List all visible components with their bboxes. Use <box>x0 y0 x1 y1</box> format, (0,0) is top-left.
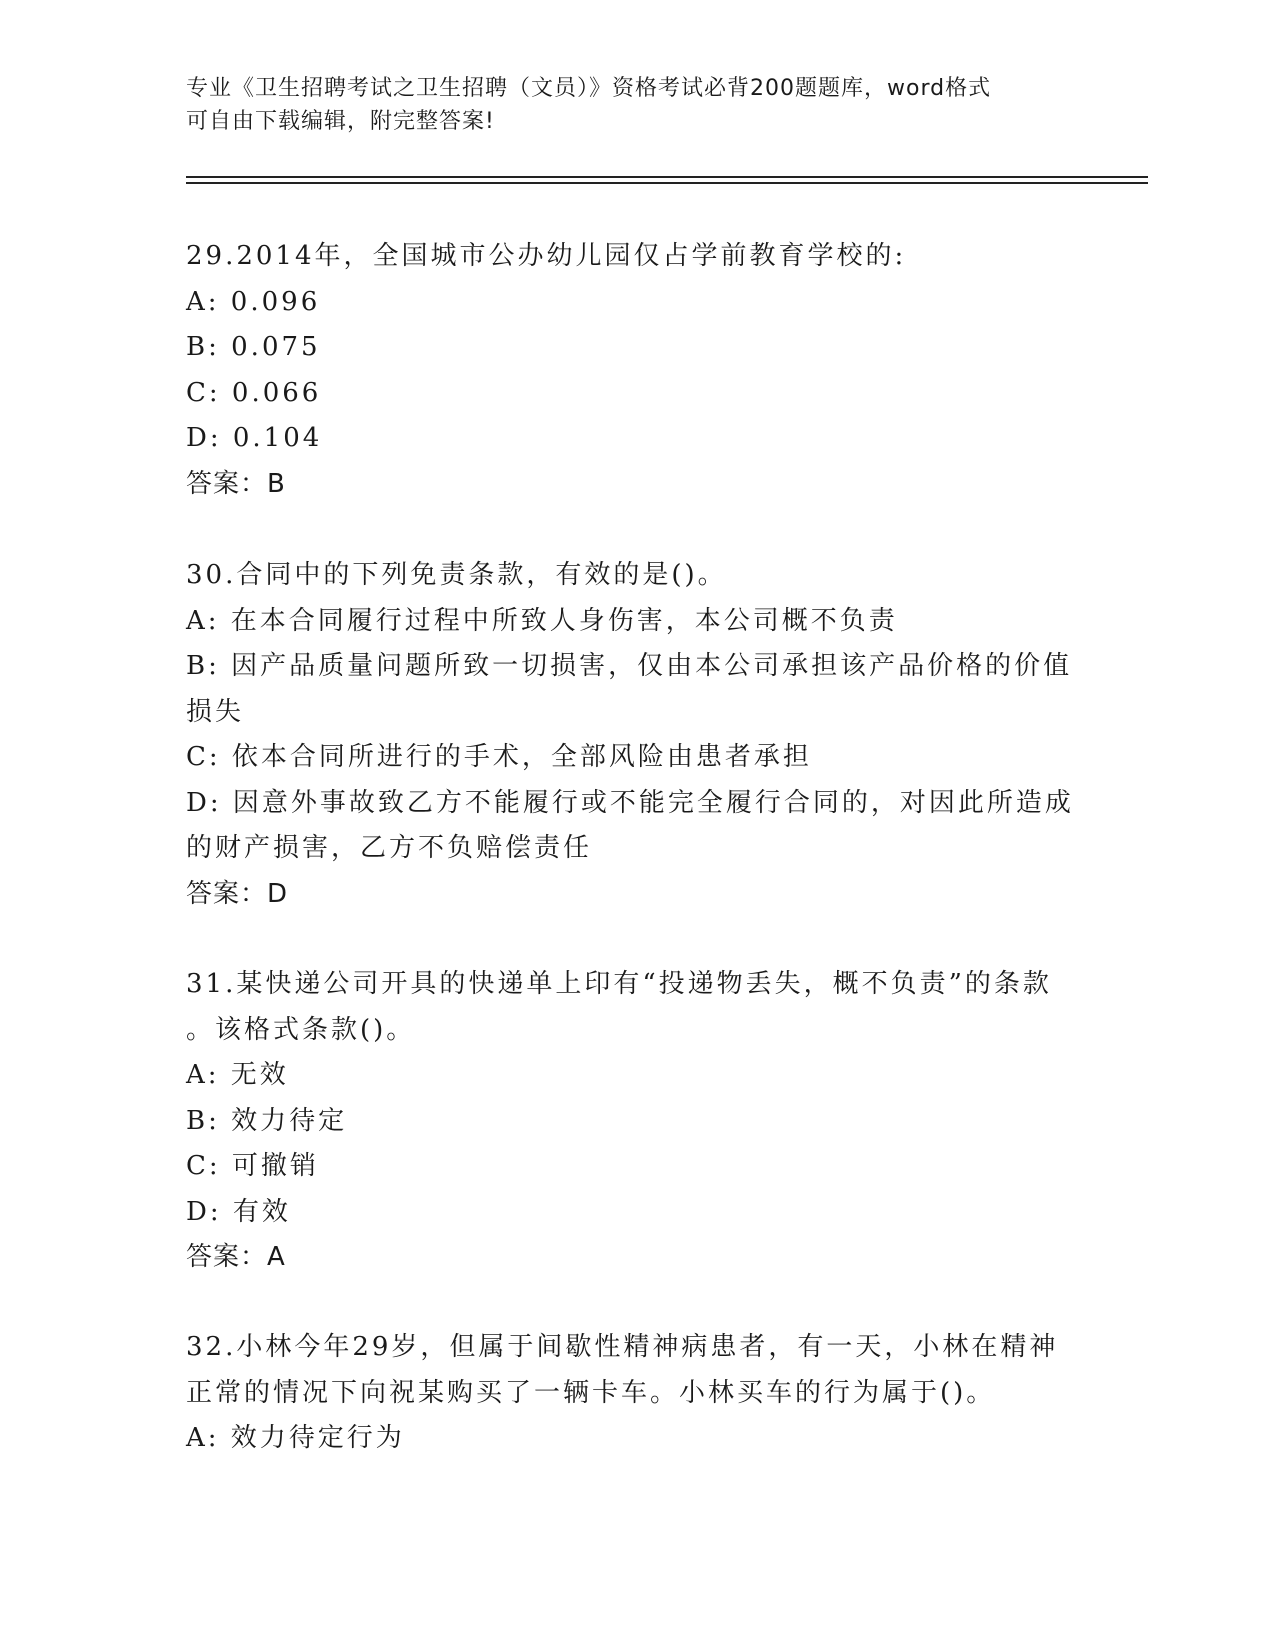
question-stem-continued: 正常的情况下向祝某购买了一辆卡车。小林买车的行为属于()。 <box>186 1377 996 1408</box>
option-a: A: 效力待定行为 <box>186 1423 405 1453</box>
question-stem-continued: 。该格式条款()。 <box>186 1014 416 1045</box>
header-rule-top <box>186 176 1148 178</box>
option-b: B: 因产品质量问题所致一切损害，仅由本公司承担该产品价格的价值 <box>186 651 1073 681</box>
option-a: A: 无效 <box>186 1060 289 1090</box>
option-d: D: 因意外事故致乙方不能履行或不能完全履行合同的，对因此所造成 <box>186 787 1074 818</box>
option-d: D: 有效 <box>186 1196 291 1227</box>
option-b: B: 0.075 <box>186 332 321 362</box>
question-stem: 31.某快递公司开具的快递单上印有“投递物丢失，概不负责”的条款 <box>186 969 1052 999</box>
option-a: A: 在本合同履行过程中所致人身伤害，本公司概不负责 <box>186 605 898 636</box>
document-header <box>186 72 1076 138</box>
question-29 <box>186 234 1076 507</box>
answer: 答案：D <box>186 878 289 909</box>
option-c: C: 可撤销 <box>186 1151 319 1181</box>
option-b: B: 效力待定 <box>186 1105 348 1136</box>
header-line-1: 专业《卫生招聘考试之卫生招聘（文员）》资格考试必背200题题库，word格式 <box>186 76 992 101</box>
question-stem: 30.合同中的下列免责条款，有效的是()。 <box>186 560 727 590</box>
question-32 <box>186 1325 1076 1462</box>
question-30 <box>186 553 1076 917</box>
question-stem: 29.2014年，全国城市公办幼儿园仅占学前教育学校的: <box>186 241 907 271</box>
option-a: A: 0.096 <box>186 286 321 317</box>
answer: 答案：B <box>186 468 286 499</box>
option-d: D: 0.104 <box>186 423 323 453</box>
option-c: C: 0.066 <box>186 377 322 408</box>
option-b-continued: 损失 <box>186 696 245 727</box>
header-rule-bottom <box>186 182 1148 184</box>
question-31 <box>186 962 1076 1281</box>
answer: 答案：A <box>186 1242 286 1272</box>
header-line-2: 可自由下载编辑，附完整答案! <box>186 109 495 134</box>
question-stem: 32.小林今年29岁，但属于间歇性精神病患者，有一天，小林在精神 <box>186 1332 1059 1362</box>
option-d-continued: 的财产损害，乙方不负赔偿责任 <box>186 833 593 863</box>
option-c: C: 依本合同所进行的手术，全部风险由患者承担 <box>186 742 812 772</box>
